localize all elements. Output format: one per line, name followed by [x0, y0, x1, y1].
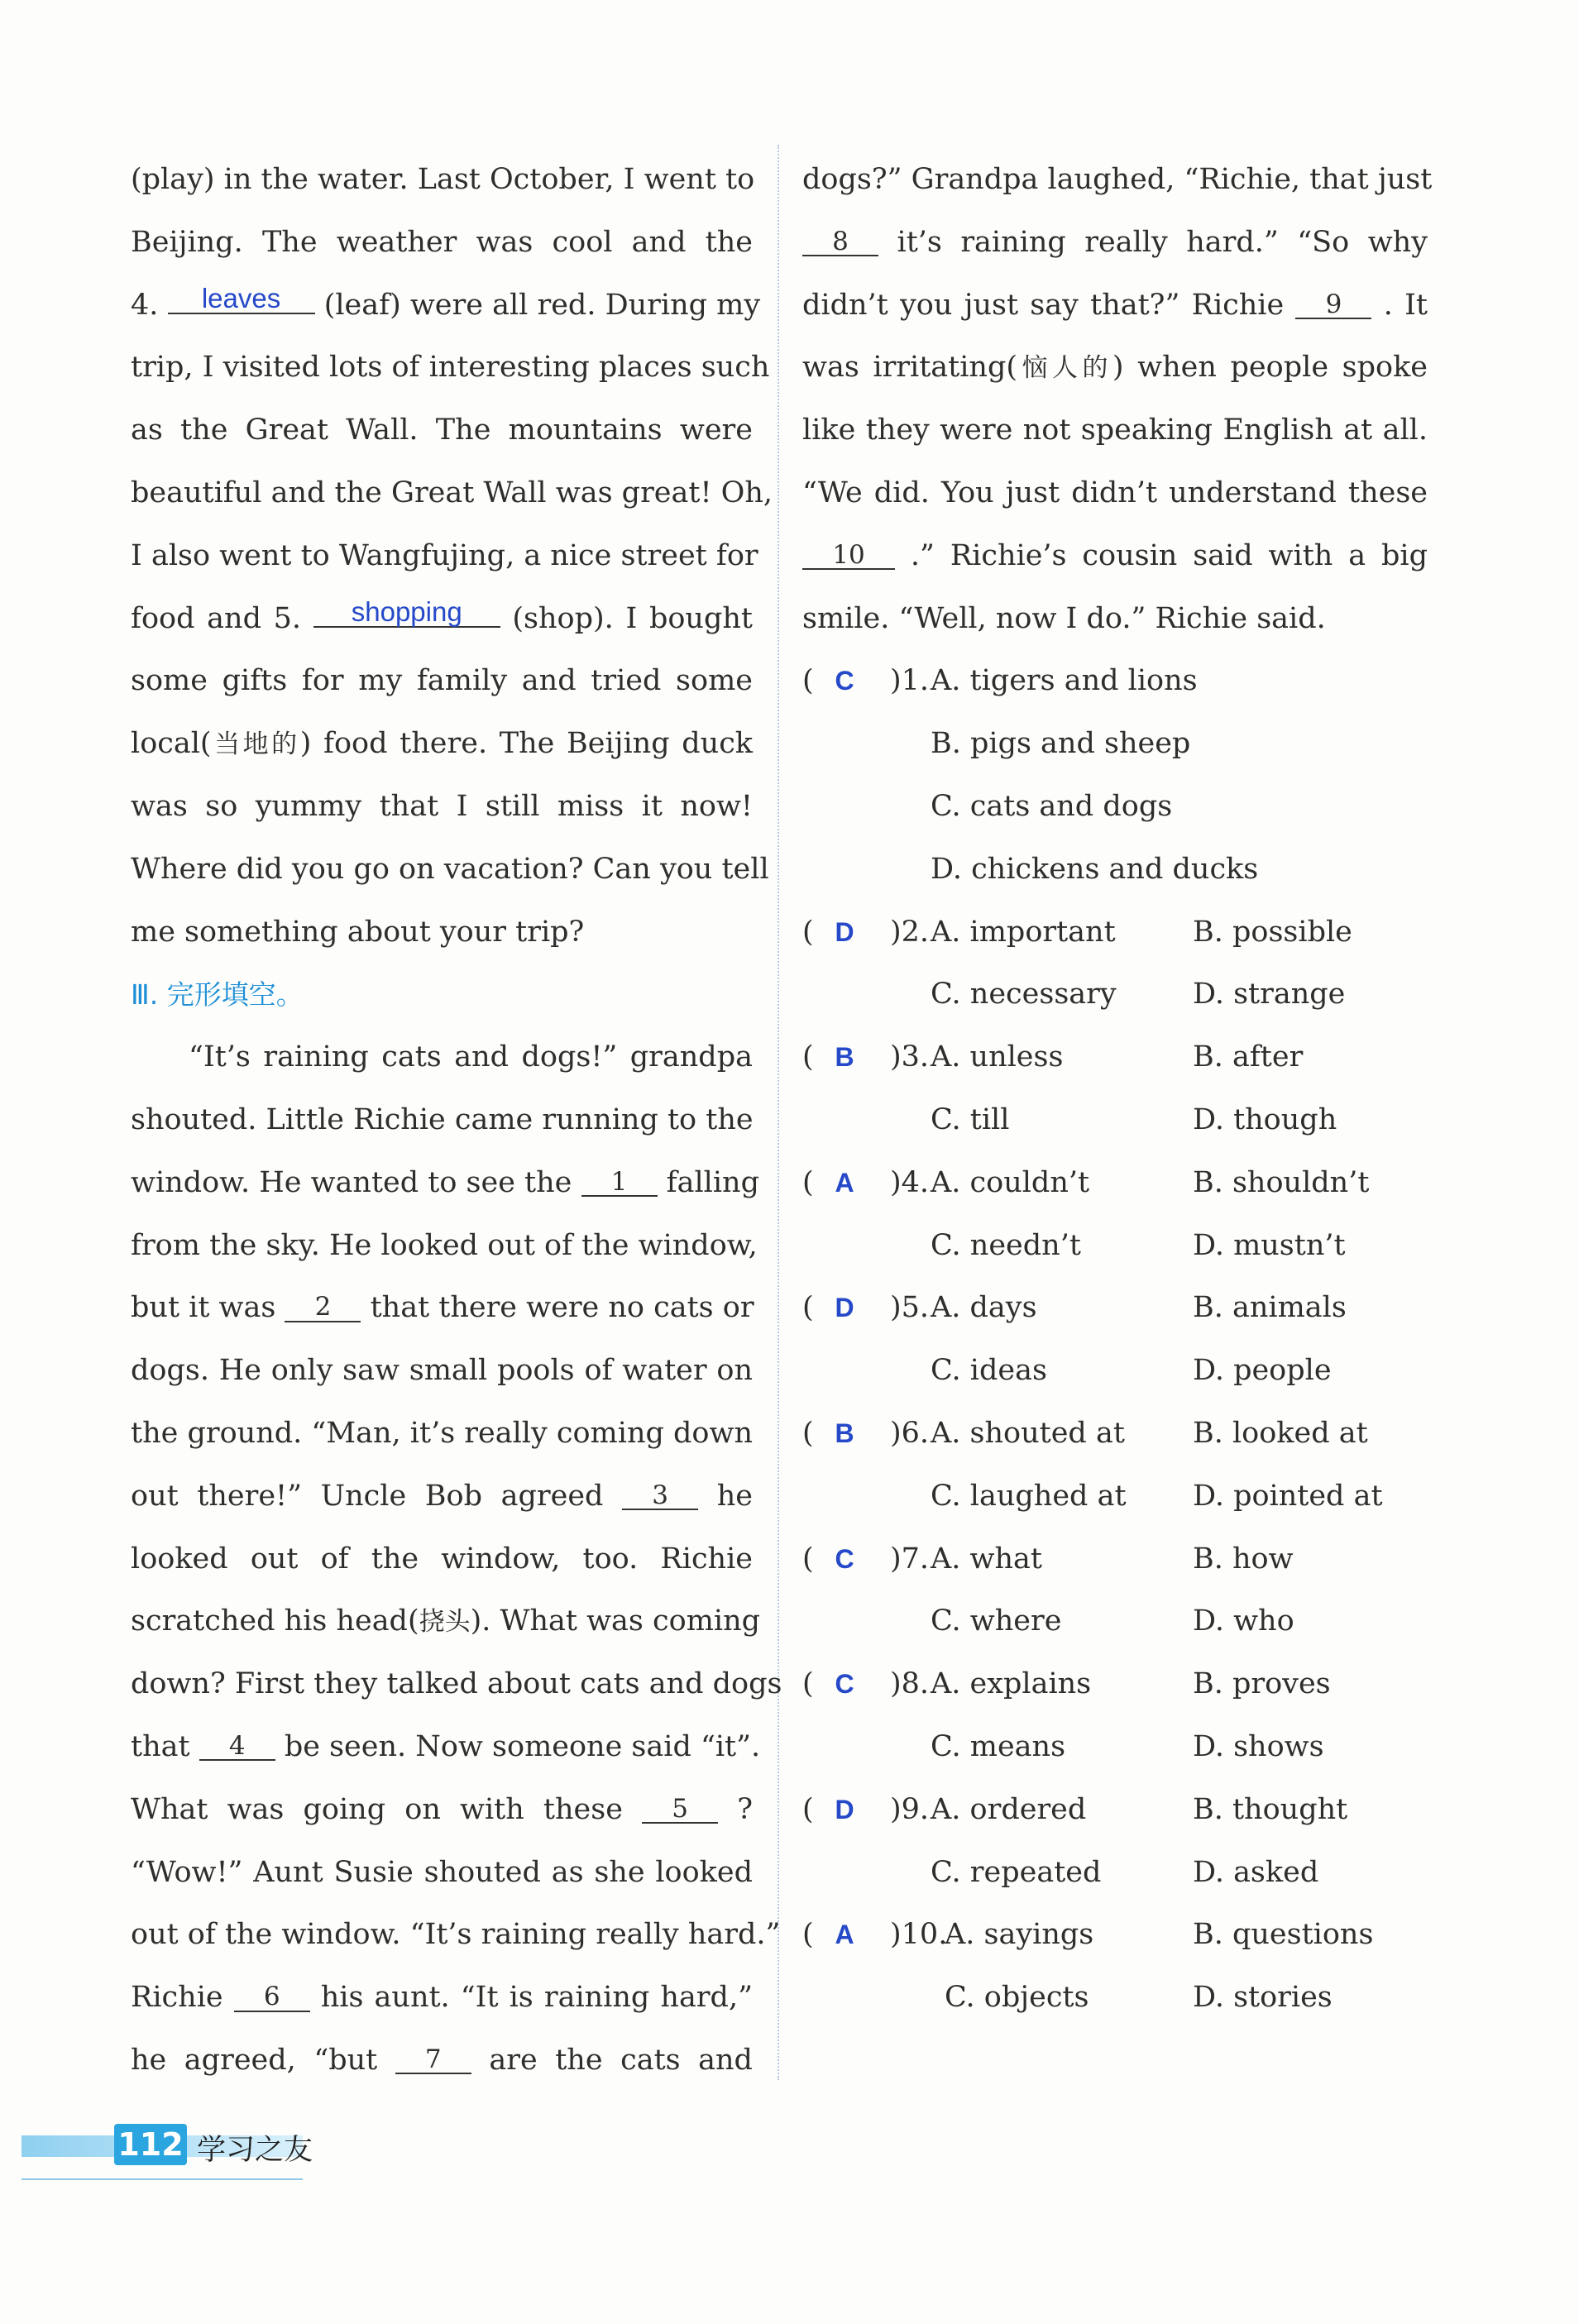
text-line	[131, 1716, 761, 1779]
question-number: )2.	[890, 915, 930, 949]
question-4: ( A )4. A. couldn’t B. shouldn’t	[802, 1152, 1428, 1215]
option-a: A. what	[931, 1542, 1042, 1576]
text-span: are the cats and	[489, 2043, 753, 2077]
question-1: ( C )1. A. tigers and lions	[802, 650, 1428, 713]
chinese-gloss: 挠头	[419, 1607, 471, 1638]
question-number: )7.	[890, 1542, 930, 1576]
option-b: B. after	[1193, 1040, 1304, 1074]
answer-choice: C	[835, 1669, 854, 1700]
right-column	[802, 149, 1433, 2030]
text-line: dogs. He only saw small pools of water on	[131, 1354, 753, 1388]
answer-choice: B	[835, 1418, 854, 1448]
text-span: that	[131, 1729, 190, 1763]
section-heading: Ⅲ. 完形填空。	[131, 978, 304, 1011]
answer-blank-4: leaves	[168, 285, 315, 315]
book-title: 学习之友	[197, 2134, 313, 2167]
text-span: didn’t you just say that?” Richie	[802, 288, 1285, 322]
text-line	[131, 275, 761, 337]
text-line: the ground. “Man, it’s really coming down	[131, 1416, 753, 1450]
text-line: out of the window. “It’s raining really hard.”	[131, 1918, 781, 1952]
option-a: A. sayings	[945, 1918, 1094, 1952]
text-line	[131, 588, 753, 651]
text-span: was irritating(恼人的) when people spoke	[802, 351, 1428, 385]
question-8: ( C )8. A. explains B. proves	[802, 1653, 1428, 1716]
answer-choice: A	[835, 1920, 854, 1950]
question-number: )8.	[890, 1667, 930, 1701]
column-divider	[778, 145, 779, 2080]
question-6: ( B )6. A. shouted at B. looked at	[802, 1403, 1428, 1466]
chinese-gloss: 恼人的	[1017, 353, 1112, 384]
text-span: Richie	[131, 1981, 223, 2015]
text-line	[131, 1779, 753, 1842]
chinese-gloss: 当地的	[211, 729, 300, 760]
text-line: I also went to Wangfujing, a nice street for	[131, 538, 758, 572]
question-8-option-row	[802, 1716, 1428, 1779]
text-span: falling	[666, 1165, 759, 1199]
option-a: A. explains	[931, 1667, 1092, 1701]
cloze-blank-2: 2	[285, 1294, 361, 1322]
text-line	[802, 337, 1428, 399]
question-number: 4.	[131, 288, 159, 322]
text-line: like they were not speaking English at all.	[802, 414, 1428, 447]
option-b: B. proves	[1193, 1667, 1331, 1701]
cloze-blank-3: 3	[622, 1482, 698, 1511]
option-c: C. ideas	[931, 1354, 1047, 1388]
question-number: )10.	[890, 1918, 948, 1952]
question-10: ( A )10. A. sayings B. questions	[802, 1904, 1428, 1967]
left-column	[131, 149, 782, 2092]
question-10-option-row	[802, 1967, 1428, 2030]
text-span: food and 5.	[131, 601, 302, 635]
answer-choice: D	[835, 1794, 854, 1824]
text-line	[802, 275, 1428, 337]
text-span: .” Richie’s cousin said with a big	[910, 538, 1428, 572]
answer-choice: D	[835, 916, 854, 947]
question-1-option-row	[802, 839, 1428, 901]
question-2: ( D )2. A. important B. possible	[802, 901, 1428, 964]
option-a: A. ordered	[931, 1792, 1087, 1826]
answer-choice: C	[835, 666, 854, 696]
question-number: )3.	[890, 1040, 930, 1074]
text-span: (leaf) were all red. During my	[323, 288, 761, 322]
option-c: C. laughed at	[931, 1479, 1127, 1513]
text-line: “Wow!” Aunt Susie shouted as she looked	[131, 1855, 753, 1889]
question-3-option-row	[802, 1089, 1428, 1152]
option-b: B. questions	[1193, 1918, 1374, 1952]
text-line: Where did you go on vacation? Can you tell	[131, 852, 769, 886]
text-line: was so yummy that I still miss it now!	[131, 789, 753, 823]
text-line	[131, 1277, 753, 1340]
option-c: C. cats and dogs	[931, 789, 1173, 823]
option-a: A. days	[931, 1291, 1037, 1325]
cloze-blank-4: 4	[199, 1733, 275, 1762]
option-b: B. looked at	[1193, 1416, 1368, 1450]
text-span: he agreed, “but	[131, 2043, 378, 2077]
text-span: be seen. Now someone said “it”.	[284, 1729, 761, 1763]
answer-blank-5: shopping	[313, 598, 500, 629]
text-span: it’s raining really hard.” “So why	[897, 225, 1428, 259]
option-a: A. unless	[931, 1040, 1064, 1074]
option-a: A. shouted at	[931, 1416, 1125, 1450]
option-c: C. till	[931, 1102, 1010, 1136]
option-c: C. means	[931, 1729, 1066, 1763]
question-number: )5.	[890, 1291, 930, 1325]
footer-rule	[22, 2178, 303, 2180]
text-span: . It	[1383, 288, 1428, 322]
question-6-option-row	[802, 1466, 1428, 1528]
text-line	[802, 212, 1428, 275]
text-line: as the Great Wall. The mountains were	[131, 414, 753, 447]
option-c: C. objects	[945, 1981, 1089, 2015]
question-5-option-row	[802, 1340, 1428, 1403]
option-b: B. animals	[1193, 1291, 1347, 1325]
answer-choice: B	[835, 1042, 854, 1073]
option-b: B. shouldn’t	[1193, 1165, 1370, 1199]
option-b: B. how	[1193, 1542, 1294, 1576]
question-1-option-row	[802, 776, 1428, 839]
cloze-blank-10: 10	[802, 542, 895, 571]
option-b: B. pigs and sheep	[931, 727, 1191, 761]
text-line	[131, 2030, 753, 2092]
question-5: ( D )5. A. days B. animals	[802, 1277, 1428, 1340]
option-d: D. chickens and ducks	[931, 852, 1259, 886]
answer-choice: D	[835, 1293, 854, 1323]
text-line: dogs?” Grandpa laughed, “Richie, that just	[802, 163, 1433, 196]
option-d: D. mustn’t	[1193, 1228, 1346, 1262]
option-d: D. though	[1193, 1102, 1337, 1136]
answer-choice: C	[835, 1543, 854, 1574]
text-line: from the sky. He looked out of the window,	[131, 1228, 758, 1262]
option-c: C. needn’t	[931, 1228, 1081, 1262]
text-line: Beijing. The weather was cool and the	[131, 225, 753, 259]
text-line: down? First they talked about cats and dogs	[131, 1667, 782, 1701]
question-9: ( D )9. A. ordered B. thought	[802, 1779, 1428, 1842]
text-line	[131, 713, 753, 776]
option-d: D. stories	[1193, 1981, 1333, 2015]
option-d: D. people	[1193, 1354, 1332, 1388]
question-number: )9.	[890, 1792, 930, 1826]
option-c: C. where	[931, 1604, 1062, 1638]
option-c: C. necessary	[931, 978, 1117, 1011]
option-b: B. possible	[1193, 915, 1352, 949]
text-line: some gifts for my family and tried some	[131, 664, 753, 698]
cloze-blank-8: 8	[802, 228, 878, 257]
text-line	[131, 1466, 753, 1528]
option-d: D. who	[1193, 1604, 1294, 1638]
question-7: ( C )7. A. what B. how	[802, 1528, 1428, 1591]
text-span: but it was	[131, 1291, 276, 1325]
option-c: C. repeated	[931, 1855, 1102, 1889]
text-span: What was going on with these	[131, 1792, 623, 1826]
text-line	[802, 525, 1428, 588]
question-1-option-row	[802, 713, 1428, 776]
cloze-blank-6: 6	[234, 1983, 310, 2012]
option-d: D. shows	[1193, 1729, 1324, 1763]
text-span: local(当地的) food there. The Beijing duck	[131, 727, 754, 761]
cloze-blank-1: 1	[581, 1169, 658, 1198]
text-line: beautiful and the Great Wall was great! Oh,	[131, 476, 773, 509]
text-span: window. He wanted to see the	[131, 1165, 572, 1199]
text-line: me something about your trip?	[131, 915, 585, 949]
question-number: )6.	[890, 1416, 930, 1450]
option-a: A. couldn’t	[931, 1165, 1090, 1199]
text-line: smile. “Well, now I do.” Richie said.	[802, 601, 1326, 635]
option-d: D. asked	[1193, 1855, 1319, 1889]
option-b: B. thought	[1193, 1792, 1348, 1826]
text-line: shouted. Little Richie came running to the	[131, 1102, 754, 1136]
text-line: trip, I visited lots of interesting places such	[131, 351, 770, 385]
text-line: looked out of the window, too. Richie	[131, 1542, 753, 1576]
question-2-option-row	[802, 964, 1428, 1026]
question-4-option-row	[802, 1215, 1428, 1278]
option-d: D. strange	[1193, 978, 1346, 1011]
question-3: ( B )3. A. unless B. after	[802, 1026, 1428, 1089]
text-line: (play) in the water. Last October, I went to	[131, 163, 755, 196]
option-a: A. tigers and lions	[931, 664, 1198, 698]
question-number: )1.	[890, 664, 930, 698]
option-d: D. pointed at	[1193, 1479, 1383, 1513]
text-span: that there were no cats or	[370, 1291, 754, 1325]
option-a: A. important	[931, 915, 1116, 949]
answer-choice: A	[835, 1167, 854, 1198]
text-span: (shop). I bought	[512, 601, 753, 635]
text-span: ?	[737, 1792, 753, 1826]
text-span: scratched his head(挠头). What was coming	[131, 1604, 761, 1638]
text-line: “We did. You just didn’t understand these	[802, 476, 1428, 509]
page-number: 112	[114, 2124, 187, 2165]
text-span: his aunt. “It is raining hard,”	[320, 1981, 753, 2015]
text-line	[131, 1967, 753, 2030]
question-9-option-row	[802, 1842, 1428, 1905]
text-span: he	[716, 1479, 753, 1513]
text-line	[131, 1152, 759, 1215]
question-7-option-row	[802, 1590, 1428, 1653]
text-line	[131, 1590, 761, 1653]
cloze-blank-5: 5	[642, 1796, 718, 1824]
question-number: )4.	[890, 1165, 930, 1199]
cloze-blank-7: 7	[395, 2046, 471, 2075]
text-span: out there!” Uncle Bob agreed	[131, 1479, 604, 1513]
cloze-blank-9: 9	[1295, 291, 1371, 320]
text-line: “It’s raining cats and dogs!” grandpa	[189, 1040, 753, 1074]
